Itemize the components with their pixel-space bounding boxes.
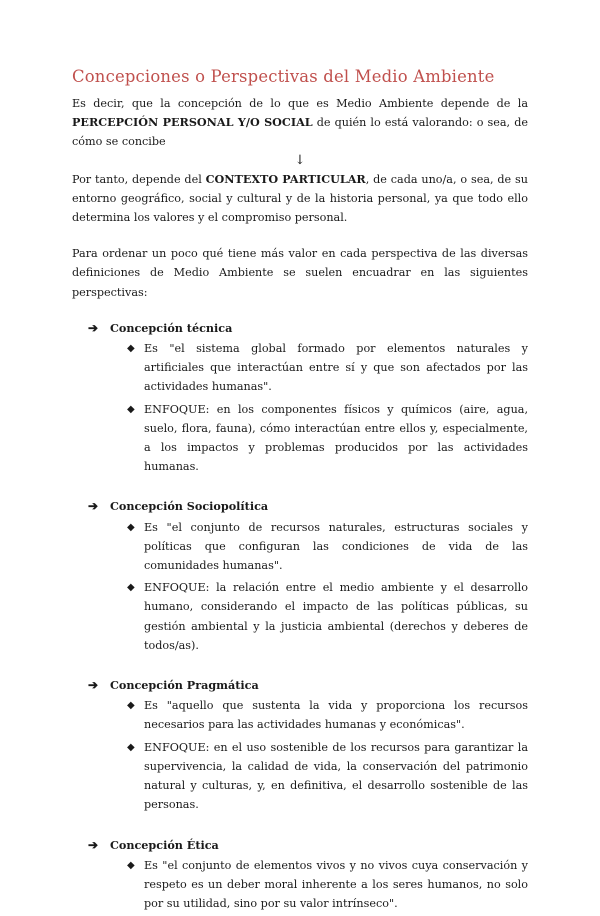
section-title-label: Concepción Pragmática bbox=[110, 678, 259, 693]
section-title bbox=[72, 497, 528, 516]
list-item bbox=[72, 738, 528, 815]
bullet-text: ENFOQUE: en los componentes físicos y químicos (aire, agua, suelo, flora, fauna), cómo interactúan entre ellos y, especialmente, a los impactos y problemas producidos por las actividades humanas. bbox=[144, 402, 528, 474]
bullet-list bbox=[72, 856, 528, 914]
perspective-section bbox=[72, 836, 528, 914]
intro-p1-start: Es decir, que la concepción de lo que es Medio Ambiente depende de la bbox=[72, 97, 528, 110]
section-title-label: Concepción Sociopolítica bbox=[110, 499, 269, 514]
list-item bbox=[72, 696, 528, 734]
diamond-bullet-icon: ◆ bbox=[127, 403, 135, 415]
diamond-bullet-icon: ◆ bbox=[127, 859, 135, 871]
bullet-list bbox=[72, 339, 528, 476]
intro-paragraph-2 bbox=[72, 170, 528, 228]
bullet-text: ENFOQUE: en el uso sostenible de los recursos para garantizar la supervivencia, la calidad de vida, la conservación del patrimonio natural y culturas, y, en definitiva, el desarrollo sostenible de las personas. bbox=[144, 740, 528, 812]
diamond-bullet-icon: ◆ bbox=[127, 700, 135, 712]
section-title-label: Concepción técnica bbox=[110, 320, 233, 335]
bullet-text: Es "aquello que sustenta la vida y proporciona los recursos necesarios para las actividades humanas y económicas". bbox=[144, 699, 528, 732]
list-item bbox=[72, 578, 528, 655]
diamond-bullet-icon: ◆ bbox=[127, 521, 135, 533]
perspectives-list bbox=[72, 319, 528, 913]
diamond-bullet-icon: ◆ bbox=[127, 741, 135, 753]
section-title bbox=[72, 676, 528, 695]
intro-p1-end: de quién lo está valorando: o sea, de cómo se concibe bbox=[72, 116, 528, 149]
list-item bbox=[72, 339, 528, 397]
diamond-bullet-icon: ◆ bbox=[127, 343, 135, 355]
bullet-list bbox=[72, 518, 528, 655]
bullet-text: Es "el sistema global formado por elementos naturales y artificiales que interactúan entre sí y que son afectados por las actividades humanas". bbox=[144, 342, 528, 394]
perspective-section bbox=[72, 319, 528, 477]
right-arrow-icon: ➔ bbox=[88, 678, 99, 693]
diamond-bullet-icon: ◆ bbox=[127, 582, 135, 594]
bullet-list bbox=[72, 696, 528, 814]
list-item bbox=[72, 518, 528, 576]
intro-p2-bold: CONTEXTO PARTICULAR bbox=[205, 171, 366, 186]
bullet-text: Es "el conjunto de elementos vivos y no vivos cuya conservación y respeto es un deber moral inherente a los seres humanos, no solo por su utilidad, sino por su valor intrínseco". bbox=[144, 858, 528, 911]
right-arrow-icon: ➔ bbox=[88, 499, 99, 514]
right-arrow-icon: ➔ bbox=[88, 837, 99, 852]
intro-paragraph-1 bbox=[72, 94, 528, 152]
intro-paragraph-3: Para ordenar un poco qué tiene más valor en cada perspectiva de las diversas definiciones de Medio Ambiente se suelen encuadrar en las siguientes perspectivas: bbox=[72, 247, 528, 299]
list-item bbox=[72, 856, 528, 914]
perspective-section bbox=[72, 497, 528, 655]
right-arrow-icon: ➔ bbox=[88, 320, 99, 335]
document-page bbox=[72, 66, 528, 916]
intro-p2-end: , de cada uno/a, o sea, de su entorno geográfico, social y cultural y de la historia personal, ya que todo ello determina los valores y el compromiso personal. bbox=[72, 172, 528, 225]
section-title bbox=[72, 836, 528, 855]
intro-p2-start: Por tanto, depende del bbox=[72, 172, 206, 186]
section-title bbox=[72, 319, 528, 338]
page-title: Concepciones o Perspectivas del Medio Ambiente bbox=[72, 67, 495, 86]
list-item bbox=[72, 400, 528, 477]
bullet-text: ENFOQUE: la relación entre el medio ambiente y el desarrollo humano, considerando el impacto de las políticas públicas, su gestión ambiental y la justicia ambiental (derechos y deberes de todos/as). bbox=[144, 581, 528, 652]
down-arrow-icon: ↓ bbox=[294, 152, 306, 168]
intro-p1-bold: PERCEPCIÓN PERSONAL Y/O SOCIAL bbox=[72, 115, 313, 130]
section-title-label: Concepción Ética bbox=[110, 837, 219, 852]
bullet-text: Es "el conjunto de recursos naturales, estructuras sociales y políticas que configuran las condiciones de vida de las comunidades humanas". bbox=[144, 520, 528, 573]
perspective-section bbox=[72, 676, 528, 814]
